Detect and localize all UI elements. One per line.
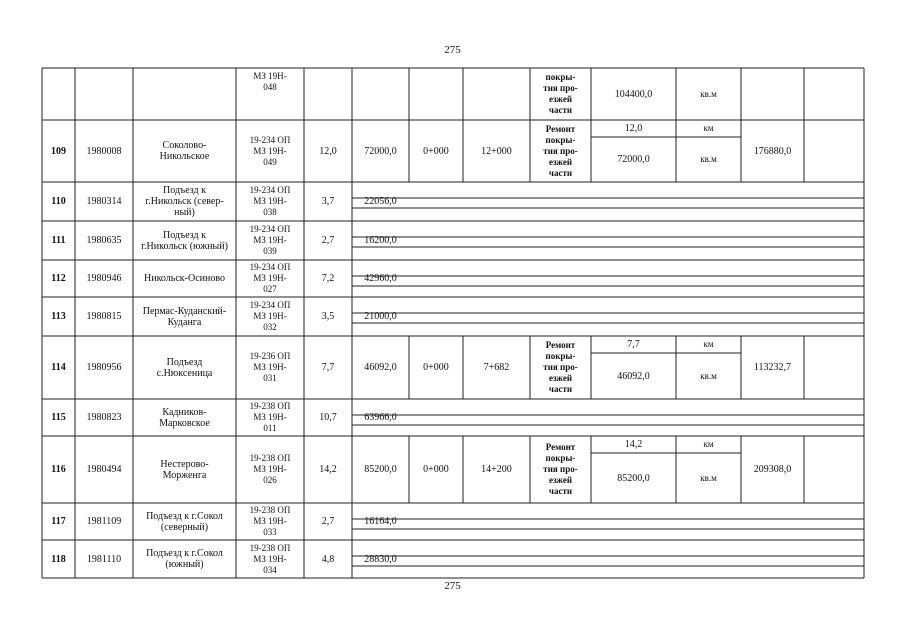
road-code: 1980635 <box>86 235 122 246</box>
road-length: 7,2 <box>321 273 335 284</box>
road-name: Пермас-Куданский- Куданга <box>142 305 227 328</box>
road-area: 85200,0 <box>364 464 397 475</box>
work-type: покры- тия про- езжей части <box>543 72 578 115</box>
work-unit: кв.м <box>700 88 717 99</box>
row-index: 114 <box>51 362 66 373</box>
total-cost: 176880,0 <box>753 145 792 157</box>
road-name: Подъезд к г.Никольск (южный) <box>141 229 228 252</box>
road-number: 19-234 ОП МЗ 19Н- 032 <box>249 300 291 332</box>
segment-end: 7+682 <box>483 362 510 373</box>
road-name: Подъезд с.Нюксеница <box>156 356 213 379</box>
road-number: 19-238 ОП МЗ 19Н- 011 <box>249 401 291 433</box>
segment-start: 0+000 <box>423 145 449 157</box>
road-number: 19-234 ОП МЗ 19Н- 049 <box>249 134 291 167</box>
road-number: 19-234 ОП МЗ 19Н- 027 <box>249 262 291 294</box>
road-number: 19-234 ОП МЗ 19Н- 038 <box>249 185 291 217</box>
work-type: Ремонт покры- тия про- езжей части <box>543 442 578 496</box>
unit-km: км <box>703 339 714 349</box>
road-length: 2,7 <box>321 235 335 246</box>
segment-start: 0+000 <box>423 362 449 373</box>
road-length: 10,7 <box>319 412 337 423</box>
road-length: 14,2 <box>319 464 337 475</box>
segment-end: 14+200 <box>481 464 512 475</box>
page-number-bottom: 275 <box>444 580 461 592</box>
unit-sqm: кв.м <box>700 472 717 483</box>
page-number-top: 275 <box>444 44 461 56</box>
unit-km: км <box>703 123 714 133</box>
row-index: 117 <box>51 516 66 527</box>
segment-start: 0+000 <box>423 464 449 475</box>
work-type: Ремонт покры- тия про- езжей части <box>543 340 578 394</box>
area-sqm: 85200,0 <box>617 472 650 484</box>
row-index: 110 <box>51 196 66 207</box>
road-name: Соколово- Никольское <box>159 140 210 162</box>
row-index: 118 <box>51 553 66 565</box>
road-code: 1980946 <box>86 273 122 284</box>
total-cost: 209308,0 <box>753 464 792 475</box>
road-code: 1980956 <box>86 362 122 373</box>
road-number: 19-236 ОП МЗ 19Н- 031 <box>249 351 291 383</box>
row-index: 115 <box>51 412 66 423</box>
road-name: Нестерово- Морженга <box>160 458 209 481</box>
road-area: 42960,0 <box>364 273 397 284</box>
length-km: 7,7 <box>627 339 640 350</box>
road-code: 1980815 <box>86 311 122 322</box>
road-length: 12,0 <box>319 145 337 157</box>
road-length: 4,8 <box>321 553 335 565</box>
road-area: 46092,0 <box>364 362 397 373</box>
road-area: 63966,0 <box>364 412 397 423</box>
row-index: 111 <box>51 235 66 246</box>
road-area: 21000,0 <box>364 311 397 322</box>
road-code: 1980314 <box>86 196 122 207</box>
road-code: 1981109 <box>86 516 122 527</box>
road-number: 19-238 ОП МЗ 19Н- 033 <box>249 505 291 537</box>
road-name: Подъезд к г.Сокол (северный) <box>146 510 223 533</box>
road-area: 16164,0 <box>364 516 397 527</box>
row-index: 112 <box>51 273 66 284</box>
row-index: 113 <box>51 311 66 322</box>
road-area: 16200,0 <box>364 235 397 246</box>
road-area: 28830,0 <box>364 553 397 565</box>
length-km: 14,2 <box>624 439 643 450</box>
unit-sqm: кв.м <box>700 154 717 164</box>
road-code: 1980823 <box>86 412 122 423</box>
road-length: 3,7 <box>321 196 335 207</box>
road-code: 1980494 <box>86 464 122 475</box>
work-type: Ремонт покры- тия про- езжей части <box>543 123 578 178</box>
row-index: 109 <box>51 145 66 157</box>
area-sqm: 72000,0 <box>617 154 650 165</box>
road-area: 22056,0 <box>364 196 397 207</box>
road-code: 1980008 <box>86 145 122 157</box>
road-number: 19-234 ОП МЗ 19Н- 039 <box>249 224 291 256</box>
road-number: 19-238 ОП МЗ 19Н- 026 <box>249 453 291 485</box>
row-index: 116 <box>51 464 66 475</box>
road-length: 7,7 <box>321 362 335 373</box>
road-name: Никольск-Осиново <box>144 273 225 284</box>
road-length: 2,7 <box>321 516 335 527</box>
total-cost: 113232,7 <box>753 362 792 373</box>
road-name: Подъезд к г.Сокол (южный) <box>146 548 223 570</box>
road-code: 1981110 <box>86 553 122 565</box>
length-km: 12,0 <box>624 123 643 134</box>
segment-end: 12+000 <box>481 145 512 157</box>
work-amount: 104400,0 <box>614 88 653 100</box>
road-length: 3,5 <box>321 311 335 322</box>
road-name: Подъезд к г.Никольск (север- ный) <box>145 185 224 218</box>
road-name: Кадников- Марковское <box>159 406 210 429</box>
road-number: 19-238 ОП МЗ 19Н- 034 <box>249 542 291 575</box>
unit-km: км <box>703 439 714 449</box>
area-sqm: 46092,0 <box>617 370 650 382</box>
road-area: 72000,0 <box>364 145 397 157</box>
road-number: МЗ 19Н- 048 <box>253 71 287 92</box>
unit-sqm: кв.м <box>700 370 717 381</box>
